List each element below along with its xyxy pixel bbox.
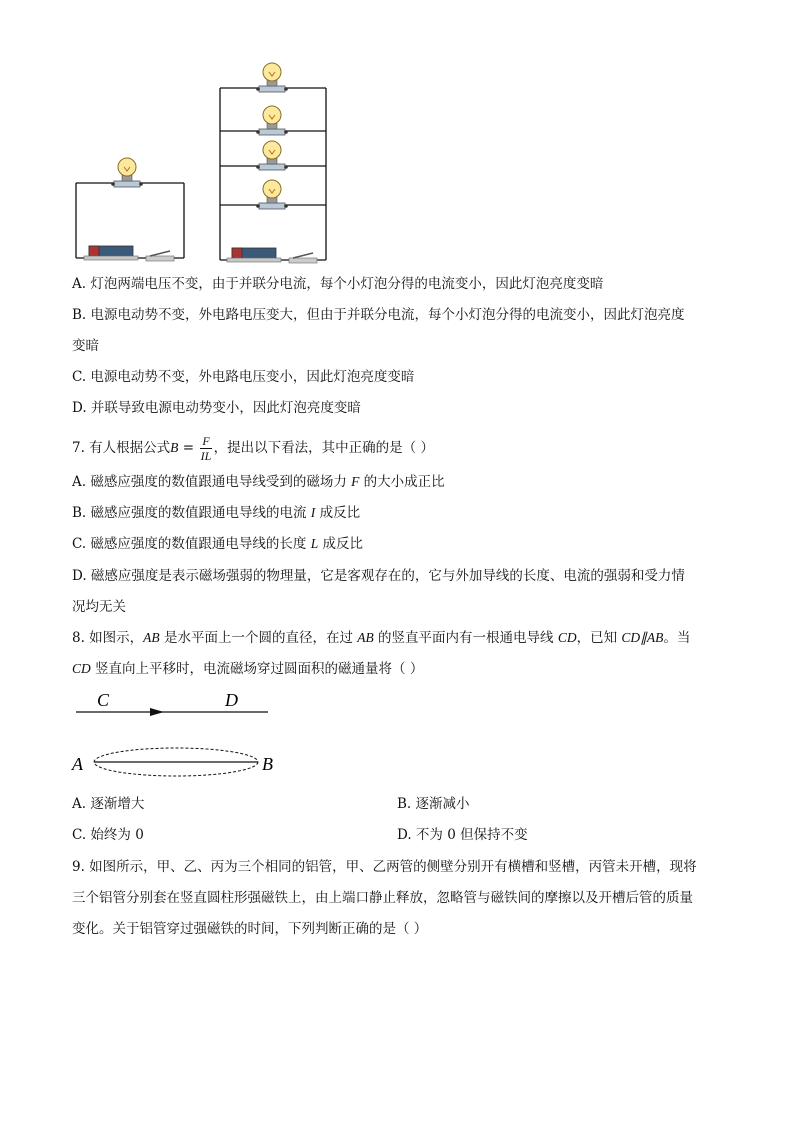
formula-denominator: IL bbox=[200, 449, 212, 463]
formula-eq: = bbox=[178, 440, 199, 456]
q8-option-a: A. 逐渐增大 bbox=[72, 796, 145, 812]
q7-stem-post: ，提出以下看法，其中正确的是（ ） bbox=[213, 440, 434, 456]
q7-stem-pre: 7. 有人根据公式 bbox=[72, 440, 171, 456]
parallel-bulbs-circuit bbox=[220, 63, 326, 263]
current-arrow bbox=[150, 708, 164, 716]
q6-option-c: C. 电源电动势不变，外电路电压变小，因此灯泡亮度变暗 bbox=[72, 369, 415, 385]
label-d: D bbox=[225, 690, 238, 710]
q8-stem-line2: CD 竖直向上平移时，电流磁场穿过圆面积的磁通量将（ ） bbox=[72, 661, 424, 677]
label-b: B bbox=[262, 754, 273, 774]
q6-option-b-line1: B. 电源电动势不变，外电路电压变大，但由于并联分电流，每个小灯泡分得的电流变小，因此灯泡亮度 bbox=[72, 307, 685, 323]
q8-stem-line1: 8. 如图示，AB 是水平面上一个圆的直径，在过 AB 的竖直平面内有一根通电导线 CD，已知 CD∥AB。当 bbox=[72, 630, 691, 646]
q7-stem bbox=[72, 434, 434, 463]
q7-option-a: A. 磁感应强度的数值跟通电导线受到的磁场力 F 的大小成正比 bbox=[72, 474, 445, 490]
q6-option-a: A. 灯泡两端电压不变，由于并联分电流，每个小灯泡分得的电流变小，因此灯泡亮度变暗 bbox=[72, 276, 604, 292]
q7-option-c: C. 磁感应强度的数值跟通电导线的长度 L 成反比 bbox=[72, 536, 364, 552]
formula-lhs: B bbox=[170, 440, 179, 455]
label-a: A bbox=[72, 754, 83, 774]
q7-option-b: B. 磁感应强度的数值跟通电导线的电流 I 成反比 bbox=[72, 505, 361, 521]
q8-option-b: B. 逐渐减小 bbox=[397, 796, 470, 812]
formula-numerator: F bbox=[202, 434, 210, 448]
q7-option-d-line2: 况均无关 bbox=[72, 599, 126, 615]
q9-stem-line2: 三个铝管分别套在竖直圆柱形强磁铁上，由上端口静止释放，忽略管与磁铁间的摩擦以及开槽后管的质量 bbox=[72, 890, 693, 906]
q8-option-d: D. 不为 0 但保持不变 bbox=[397, 827, 528, 843]
circuit-figure bbox=[0, 0, 794, 270]
wire-circle-figure bbox=[64, 686, 304, 786]
q8-option-c: C. 始终为 0 bbox=[72, 827, 144, 843]
q6-option-b-line2: 变暗 bbox=[72, 338, 99, 354]
q6-option-d: D. 并联导致电源电动势变小，因此灯泡亮度变暗 bbox=[72, 400, 361, 416]
formula-fraction bbox=[200, 434, 211, 463]
q9-stem-line3: 变化。关于铝管穿过强磁铁的时间，下列判断正确的是（ ） bbox=[72, 921, 428, 937]
single-bulb-circuit bbox=[76, 158, 184, 261]
q9-stem-line1: 9. 如图所示，甲、乙、丙为三个相同的铝管，甲、乙两管的侧壁分别开有横槽和竖槽，丙管未开槽，现将 bbox=[72, 859, 697, 875]
label-c: C bbox=[97, 690, 110, 710]
q7-option-d-line1: D. 磁感应强度是表示磁场强弱的物理量，它是客观存在的，它与外加导线的长度、电流的强弱和受力情 bbox=[72, 568, 685, 584]
